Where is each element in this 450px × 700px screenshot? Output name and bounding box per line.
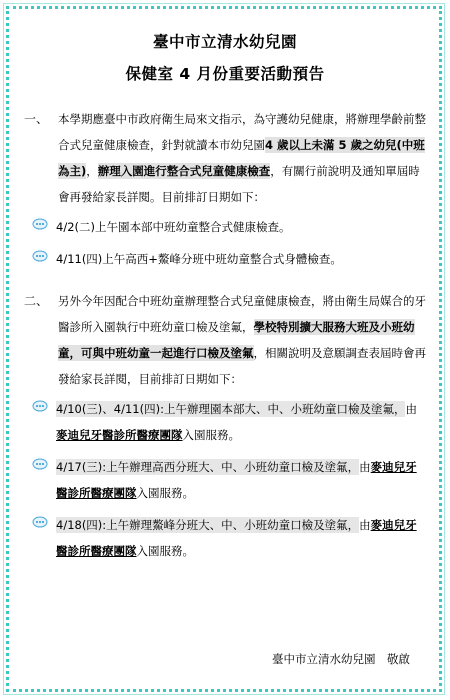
section-2-number: 二、 [24, 294, 49, 308]
bubble-bullet-icon [32, 398, 48, 414]
section-1-text-a: 本學期應臺中市政府衛生局來文指示，為守護幼兒健康，將辦理學齡前整合式兒童健康檢查，針對就讀本市幼兒園 [58, 112, 426, 152]
list-item [22, 214, 428, 240]
section-1-item-text: 4/2(二)上午園本部中班幼童整合式健康檢查。 [56, 220, 291, 234]
list-item [22, 246, 428, 272]
section-1-text-b: ， [86, 164, 98, 178]
bubble-bullet-icon [32, 216, 48, 232]
page-subtitle: 保健室 4 月份重要活動預告 [125, 65, 325, 83]
section-2 [22, 288, 428, 392]
bubble-bullet-icon [32, 514, 48, 530]
section-2-item-suffix: 入園服務。 [182, 428, 240, 442]
bubble-bullet-icon [32, 248, 48, 264]
section-2-item-highlight: 4/17(三):上午辦理高西分班大、中、小班幼童口檢及塗氟， [56, 460, 360, 474]
section-2-item-prefix: 由 [359, 460, 371, 474]
clinic-name: 麥迪兒牙醫診所醫療團隊 [56, 428, 183, 442]
section-2-item-prefix: 由 [359, 518, 371, 532]
clinic-name: 麥迪兒牙醫診所醫療團隊 [56, 460, 417, 500]
section-1-highlight-a: 4 歲以上未滿 5 歲之幼兒(中班為主) [58, 138, 425, 178]
section-1-text-c: ，有關行前說明及通知單屆時會再發給家長詳閱。目前排訂日期如下： [58, 164, 420, 204]
list-item [22, 396, 428, 448]
clinic-name: 麥迪兒牙醫診所醫療團隊 [56, 518, 417, 558]
list-item [22, 454, 428, 506]
section-2-text-a: 另外今年因配合中班幼童辦理整合式兒童健康檢查，將由衛生局媒合的牙醫診所入園執行中班幼童口檢及塗氟， [58, 294, 426, 334]
page-title: 臺中市立清水幼兒園 [152, 33, 297, 51]
section-2-item-suffix: 入園服務。 [136, 486, 194, 500]
bubble-bullet-icon [32, 456, 48, 472]
section-2-item-suffix: 入園服務。 [136, 544, 194, 558]
section-1-highlight-b: 辦理入園進行整合式兒童健康檢查 [97, 164, 271, 178]
section-2-text-b: ，相關說明及意願調查表屆時會再發給家長詳閱，目前排訂日期如下： [58, 346, 426, 386]
section-2-item-highlight: 4/10(三)、4/11(四):上午辦理園本部大、中、小班幼童口檢及塗氟， [56, 402, 406, 416]
section-1-number: 一、 [24, 112, 49, 126]
section-1-item-text: 4/11(四)上午高西+鰲峰分班中班幼童整合式身體檢查。 [56, 252, 342, 266]
list-item [22, 512, 428, 564]
section-2-highlight-a: 學校特別擴大服務大班及小班幼童，可與中班幼童一起進行口檢及塗氟 [58, 320, 415, 360]
signature: 臺中市立清水幼兒園 敬啟 [272, 652, 410, 666]
section-2-item-highlight: 4/18(四):上午辦理鰲峰分班大、中、小班幼童口檢及塗氟， [56, 518, 360, 532]
section-1 [22, 106, 428, 210]
section-2-item-prefix: 由 [405, 402, 417, 416]
notice-content [22, 30, 428, 570]
